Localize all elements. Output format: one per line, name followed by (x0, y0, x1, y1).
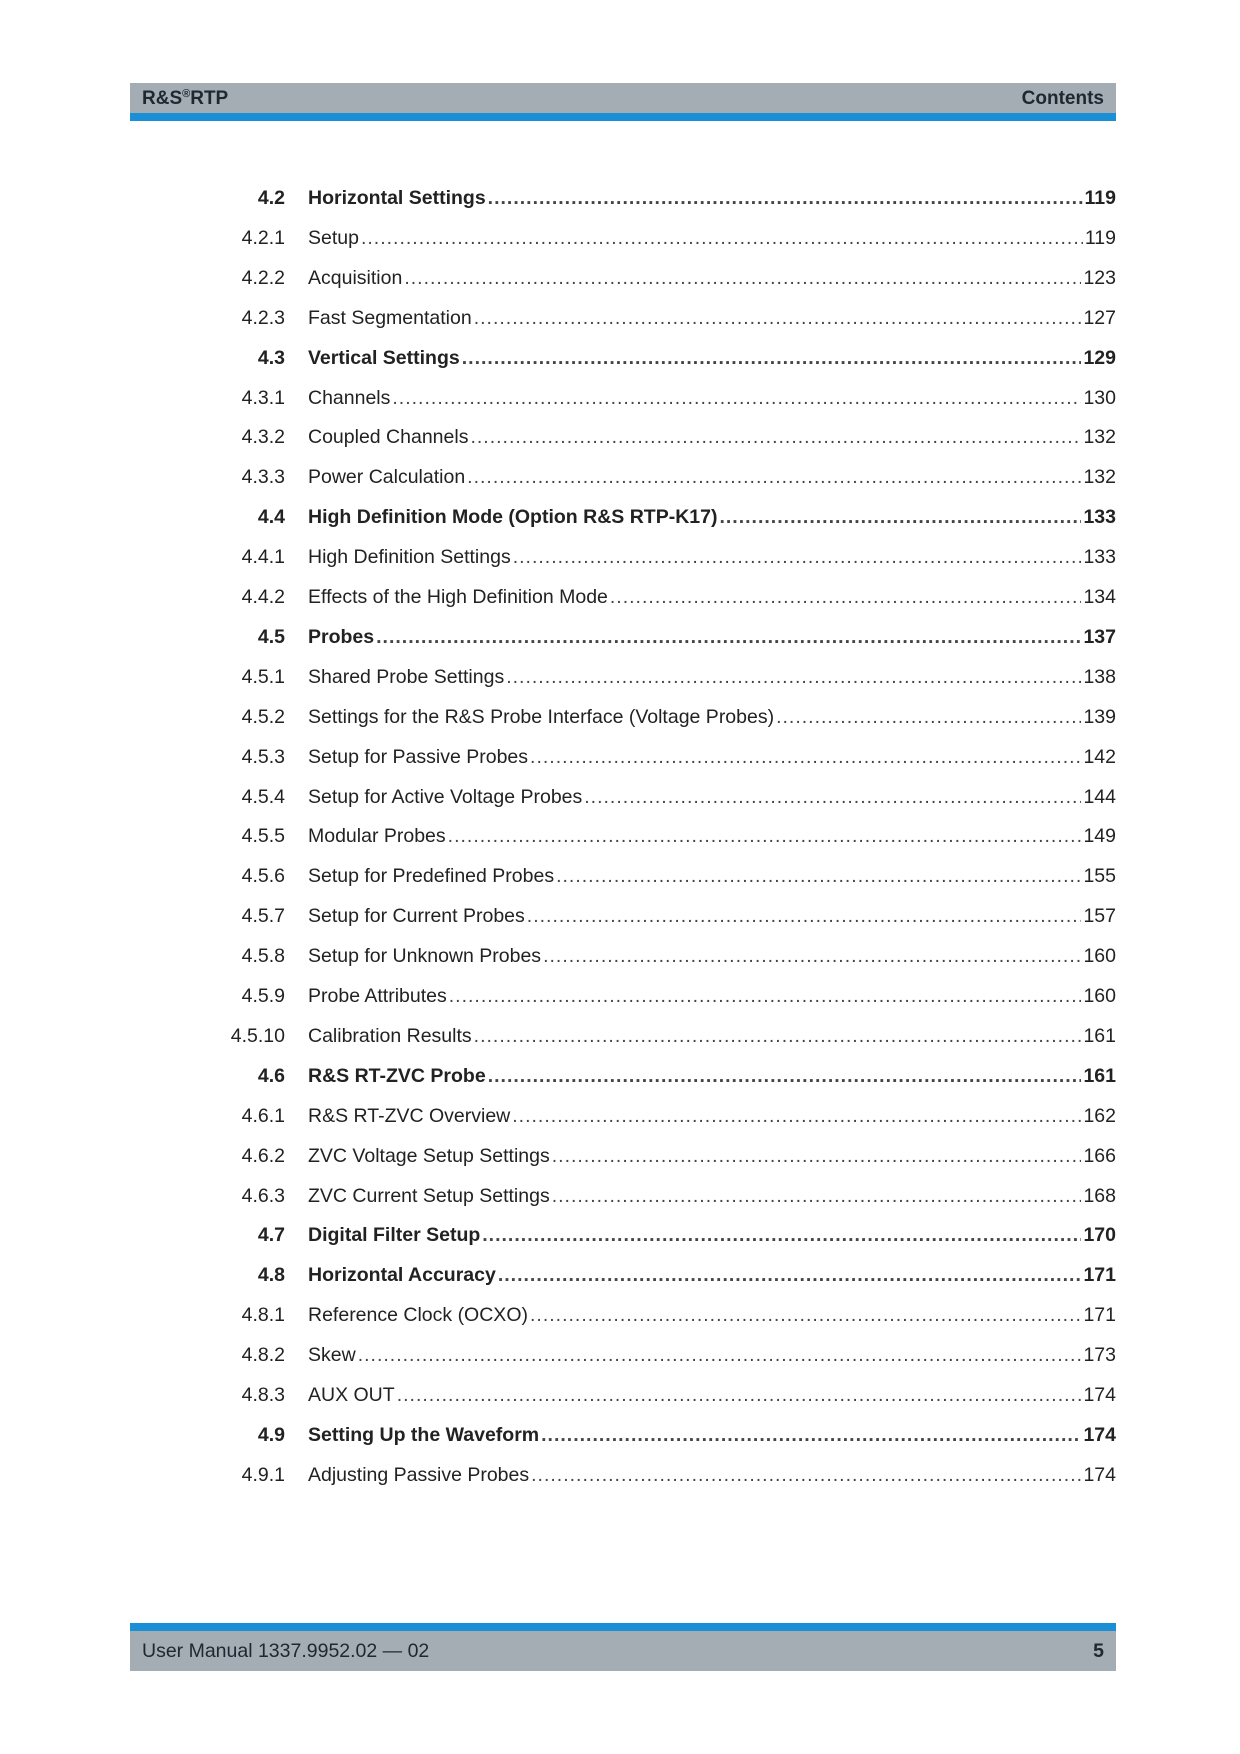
toc-section-title: Setup (308, 226, 359, 249)
toc-entry-line (308, 1380, 1116, 1410)
toc-dot-leader (506, 662, 1081, 692)
toc-section-title: R&S RT-ZVC Overview (308, 1104, 511, 1127)
toc-entry-line (308, 981, 1116, 1011)
toc-page-number: 168 (1083, 1184, 1116, 1207)
toc-section-number: 4.6.3 (241, 1184, 285, 1207)
toc-section-title: Setup for Passive Probes (308, 745, 529, 768)
toc-entry-line (308, 622, 1116, 652)
toc-page-number: 174 (1083, 1423, 1116, 1446)
toc-page-number: 138 (1083, 665, 1116, 688)
toc-dot-leader (358, 1340, 1082, 1370)
toc-entry[interactable] (0, 223, 1240, 253)
toc-entry[interactable] (0, 1300, 1240, 1330)
toc-section-number: 4.5.1 (241, 665, 285, 688)
toc-dot-leader (776, 702, 1081, 732)
toc-section-number: 4.4.1 (241, 546, 285, 569)
toc-entry-line (308, 1021, 1116, 1051)
toc-entry-line (308, 1420, 1116, 1450)
toc-section-title: Fast Segmentation (308, 306, 472, 329)
toc-page-number: 161 (1083, 1024, 1116, 1047)
toc-dot-leader (543, 941, 1081, 971)
toc-page-number: 130 (1083, 386, 1116, 409)
toc-entry-line (308, 542, 1116, 572)
toc-entry-line (308, 1181, 1116, 1211)
toc-entry-line (308, 462, 1116, 492)
toc-entry-line (308, 1340, 1116, 1370)
page-footer (130, 1631, 1116, 1671)
toc-page-number: 162 (1083, 1104, 1116, 1127)
toc-entry[interactable] (0, 462, 1240, 492)
toc-dot-leader (530, 742, 1081, 772)
toc-section-number: 4.5.6 (241, 865, 285, 888)
toc-section-title: Vertical Settings (308, 346, 460, 369)
toc-entry[interactable] (0, 502, 1240, 532)
toc-page-number: 133 (1083, 546, 1116, 569)
toc-entry-line (308, 821, 1116, 851)
toc-dot-leader (404, 263, 1081, 293)
toc-page-number: 174 (1083, 1463, 1116, 1486)
toc-section-number: 4.5.10 (230, 1024, 285, 1047)
toc-page-number: 171 (1083, 1304, 1116, 1327)
toc-dot-leader (556, 861, 1081, 891)
toc-section-number: 4.9 (257, 1423, 285, 1446)
toc-entry[interactable] (0, 622, 1240, 652)
toc-page-number: 157 (1083, 905, 1116, 928)
toc-entry[interactable] (0, 1181, 1240, 1211)
toc-section-number: 4.5.5 (241, 825, 285, 848)
toc-section-number: 4.2.3 (241, 306, 285, 329)
toc-page-number: 144 (1083, 785, 1116, 808)
toc-entry[interactable] (0, 662, 1240, 692)
toc-entry-line (308, 263, 1116, 293)
toc-section-number: 4.5.7 (241, 905, 285, 928)
toc-dot-leader (552, 1141, 1082, 1171)
toc-entry[interactable] (0, 1141, 1240, 1171)
toc-entry-line (308, 183, 1116, 213)
toc-section-title: Horizontal Accuracy (308, 1264, 496, 1287)
toc-section-title: ZVC Voltage Setup Settings (308, 1144, 550, 1167)
toc-page-number: 132 (1083, 466, 1116, 489)
toc-section-number: 4.2.1 (241, 226, 285, 249)
page-header (130, 83, 1116, 113)
toc-page-number: 127 (1083, 306, 1116, 329)
toc-dot-leader (552, 1181, 1082, 1211)
toc-entry[interactable] (0, 303, 1240, 333)
toc-section-title: Setup for Unknown Probes (308, 945, 542, 968)
toc-section-number: 4.3.2 (241, 426, 285, 449)
toc-entry[interactable] (0, 582, 1240, 612)
toc-page-number: 174 (1083, 1384, 1116, 1406)
toc-entry-line (308, 662, 1116, 692)
toc-section-number: 4.8.2 (241, 1344, 285, 1367)
toc-entry[interactable] (0, 782, 1240, 812)
toc-section-number: 4.7 (257, 1224, 285, 1247)
toc-section-title: AUX OUT (308, 1384, 395, 1406)
toc-entry[interactable] (0, 901, 1240, 931)
toc-entry-line (308, 1141, 1116, 1171)
toc-dot-leader (376, 622, 1081, 652)
toc-section-title: ZVC Current Setup Settings (308, 1184, 550, 1207)
toc-entry[interactable] (0, 542, 1240, 572)
toc-section-number: 4.5.9 (241, 985, 285, 1007)
toc-entry-line (308, 303, 1116, 333)
toc-section-number: 4.4 (257, 506, 285, 529)
toc-page-number: 166 (1083, 1144, 1116, 1167)
toc-section-title: Skew (308, 1344, 356, 1367)
toc-entry-line (308, 1260, 1116, 1290)
toc-dot-leader (474, 1021, 1082, 1051)
toc-entry-line (308, 702, 1116, 732)
toc-entry[interactable] (0, 861, 1240, 891)
toc-entry[interactable] (0, 1340, 1240, 1370)
toc-section-title: Effects of the High Definition Mode (308, 586, 608, 608)
toc-dot-leader (584, 782, 1081, 812)
toc-entry[interactable] (0, 1420, 1240, 1450)
toc-dot-leader (462, 343, 1082, 373)
toc-entry-line (308, 742, 1116, 772)
toc-dot-leader (488, 1061, 1082, 1091)
toc-section-title: High Definition Settings (308, 546, 511, 569)
toc-entry-line (308, 582, 1116, 612)
toc-dot-leader (719, 502, 1081, 532)
toc-page-number: 129 (1083, 346, 1116, 369)
toc-section-title: Channels (308, 386, 391, 409)
toc-section-number: 4.3.1 (241, 386, 285, 409)
registered-mark: ® (182, 88, 191, 100)
toc-entry[interactable] (0, 981, 1240, 1011)
footer-page-number: 5 (1093, 1640, 1104, 1662)
toc-section-number: 4.8.3 (241, 1384, 285, 1406)
toc-entry-line (308, 343, 1116, 373)
toc-section-title: Setup for Current Probes (308, 905, 525, 928)
toc-entry[interactable] (0, 1460, 1240, 1490)
toc-section-title: Digital Filter Setup (308, 1224, 481, 1247)
toc-section-title: Adjusting Passive Probes (308, 1463, 530, 1486)
toc-section-number: 4.3 (257, 346, 285, 369)
toc-entry[interactable] (0, 1021, 1240, 1051)
toc-entry-line (308, 502, 1116, 532)
toc-section-title: Probe Attributes (308, 985, 447, 1007)
toc-page-number: 160 (1083, 945, 1116, 968)
toc-dot-leader (531, 1460, 1081, 1490)
toc-page-number: 139 (1083, 705, 1116, 728)
toc-section-number: 4.2 (257, 187, 285, 209)
toc-dot-leader (527, 901, 1082, 931)
toc-entry[interactable] (0, 383, 1240, 413)
toc-dot-leader (449, 981, 1082, 1011)
toc-section-title: Settings for the R&S Probe Interface (Voltage Probes) (308, 705, 775, 728)
toc-section-title: Reference Clock (OCXO) (308, 1304, 528, 1327)
toc-section-number: 4.6 (257, 1064, 285, 1087)
toc-section-title: Power Calculation (308, 466, 466, 489)
toc-section-title: R&S RT-ZVC Probe (308, 1064, 486, 1087)
toc-section-title: Setup for Active Voltage Probes (308, 785, 583, 808)
toc-section-number: 4.8 (257, 1264, 285, 1287)
toc-dot-leader (513, 542, 1082, 572)
toc-section-title: Setting Up the Waveform (308, 1423, 540, 1446)
toc-section-number: 4.5.8 (241, 945, 285, 968)
toc-page-number: 149 (1083, 825, 1116, 848)
toc-section-number: 4.2.2 (241, 266, 285, 289)
toc-entry[interactable] (0, 1260, 1240, 1290)
toc-page-number: 134 (1083, 586, 1116, 608)
toc-entry[interactable] (0, 1380, 1240, 1410)
toc-entry[interactable] (0, 263, 1240, 293)
toc-section-title: Calibration Results (308, 1024, 472, 1047)
toc-entry-line (308, 1300, 1116, 1330)
toc-page-number: 171 (1083, 1264, 1116, 1287)
toc-dot-leader (467, 462, 1081, 492)
toc-section-number: 4.5 (257, 625, 285, 648)
footer-accent-line (130, 1623, 1116, 1631)
header-product-name (142, 88, 228, 110)
toc-entry-line (308, 223, 1116, 253)
toc-entry-line (308, 422, 1116, 452)
toc-entry[interactable] (0, 1061, 1240, 1091)
toc-entry[interactable] (0, 1101, 1240, 1131)
toc-page-number: 137 (1083, 625, 1116, 648)
toc-entry-line (308, 861, 1116, 891)
toc-entry[interactable] (0, 1220, 1240, 1250)
toc-page-number: 123 (1083, 266, 1116, 289)
toc-section-title: Acquisition (308, 266, 403, 289)
toc-entry-line (308, 1061, 1116, 1091)
product-prefix: R&S (142, 88, 183, 109)
toc-section-title: Probes (308, 625, 375, 648)
toc-section-number: 4.6.1 (241, 1104, 285, 1127)
toc-dot-leader (488, 183, 1083, 213)
toc-dot-leader (361, 223, 1083, 253)
toc-section-number: 4.8.1 (241, 1304, 285, 1327)
toc-page-number: 160 (1083, 985, 1116, 1007)
toc-page-number: 119 (1084, 187, 1116, 209)
toc-entry[interactable] (0, 343, 1240, 373)
toc-page-number: 155 (1083, 865, 1116, 888)
toc-section-title: Coupled Channels (308, 426, 469, 449)
toc-dot-leader (474, 303, 1082, 333)
toc-dot-leader (397, 1380, 1082, 1410)
header-accent-line (130, 113, 1116, 121)
toc-dot-leader (498, 1260, 1082, 1290)
toc-dot-leader (470, 422, 1081, 452)
header-section-title: Contents (1021, 88, 1104, 109)
toc-dot-leader (610, 582, 1082, 612)
toc-entry[interactable] (0, 821, 1240, 851)
toc-dot-leader (541, 1420, 1081, 1450)
toc-section-title: Horizontal Settings (308, 187, 486, 209)
toc-dot-leader (512, 1101, 1081, 1131)
toc-section-number: 4.5.3 (241, 745, 285, 768)
toc-dot-leader (448, 821, 1082, 851)
toc-page-number: 132 (1083, 426, 1116, 449)
toc-entry[interactable] (0, 742, 1240, 772)
toc-section-title: Shared Probe Settings (308, 665, 505, 688)
toc-entry-line (308, 901, 1116, 931)
toc-page-number: 161 (1083, 1064, 1116, 1087)
product-suffix: RTP (190, 88, 229, 109)
toc-section-number: 4.6.2 (241, 1144, 285, 1167)
toc-entry[interactable] (0, 941, 1240, 971)
toc-section-number: 4.5.2 (241, 705, 285, 728)
footer-manual-id: User Manual 1337.9952.02 ― 02 (142, 1640, 430, 1662)
toc-section-number: 4.5.4 (241, 785, 285, 808)
toc-dot-leader (482, 1220, 1081, 1250)
toc-entry-line (308, 1460, 1116, 1490)
toc-entry-line (308, 383, 1116, 413)
toc-section-title: Modular Probes (308, 825, 446, 848)
toc-page-number: 170 (1083, 1224, 1116, 1247)
toc-entry-line (308, 782, 1116, 812)
toc-entry[interactable] (0, 183, 1240, 213)
toc-section-title: Setup for Predefined Probes (308, 865, 555, 888)
toc-page-number: 133 (1083, 506, 1116, 529)
toc-page-number: 142 (1083, 745, 1116, 768)
toc-page-number: 119 (1084, 226, 1116, 249)
toc-section-number: 4.4.2 (241, 586, 285, 608)
toc-entry-line (308, 1220, 1116, 1250)
toc-section-title: High Definition Mode (Option R&S RTP-K17) (308, 506, 718, 529)
toc-entry-line (308, 1101, 1116, 1131)
toc-page-number: 173 (1083, 1344, 1116, 1367)
toc-entry[interactable] (0, 702, 1240, 732)
toc-section-number: 4.3.3 (241, 466, 285, 489)
toc-dot-leader (392, 383, 1081, 413)
toc-dot-leader (530, 1300, 1081, 1330)
toc-entry[interactable] (0, 422, 1240, 452)
toc-entry-line (308, 941, 1116, 971)
toc-section-number: 4.9.1 (241, 1463, 285, 1486)
